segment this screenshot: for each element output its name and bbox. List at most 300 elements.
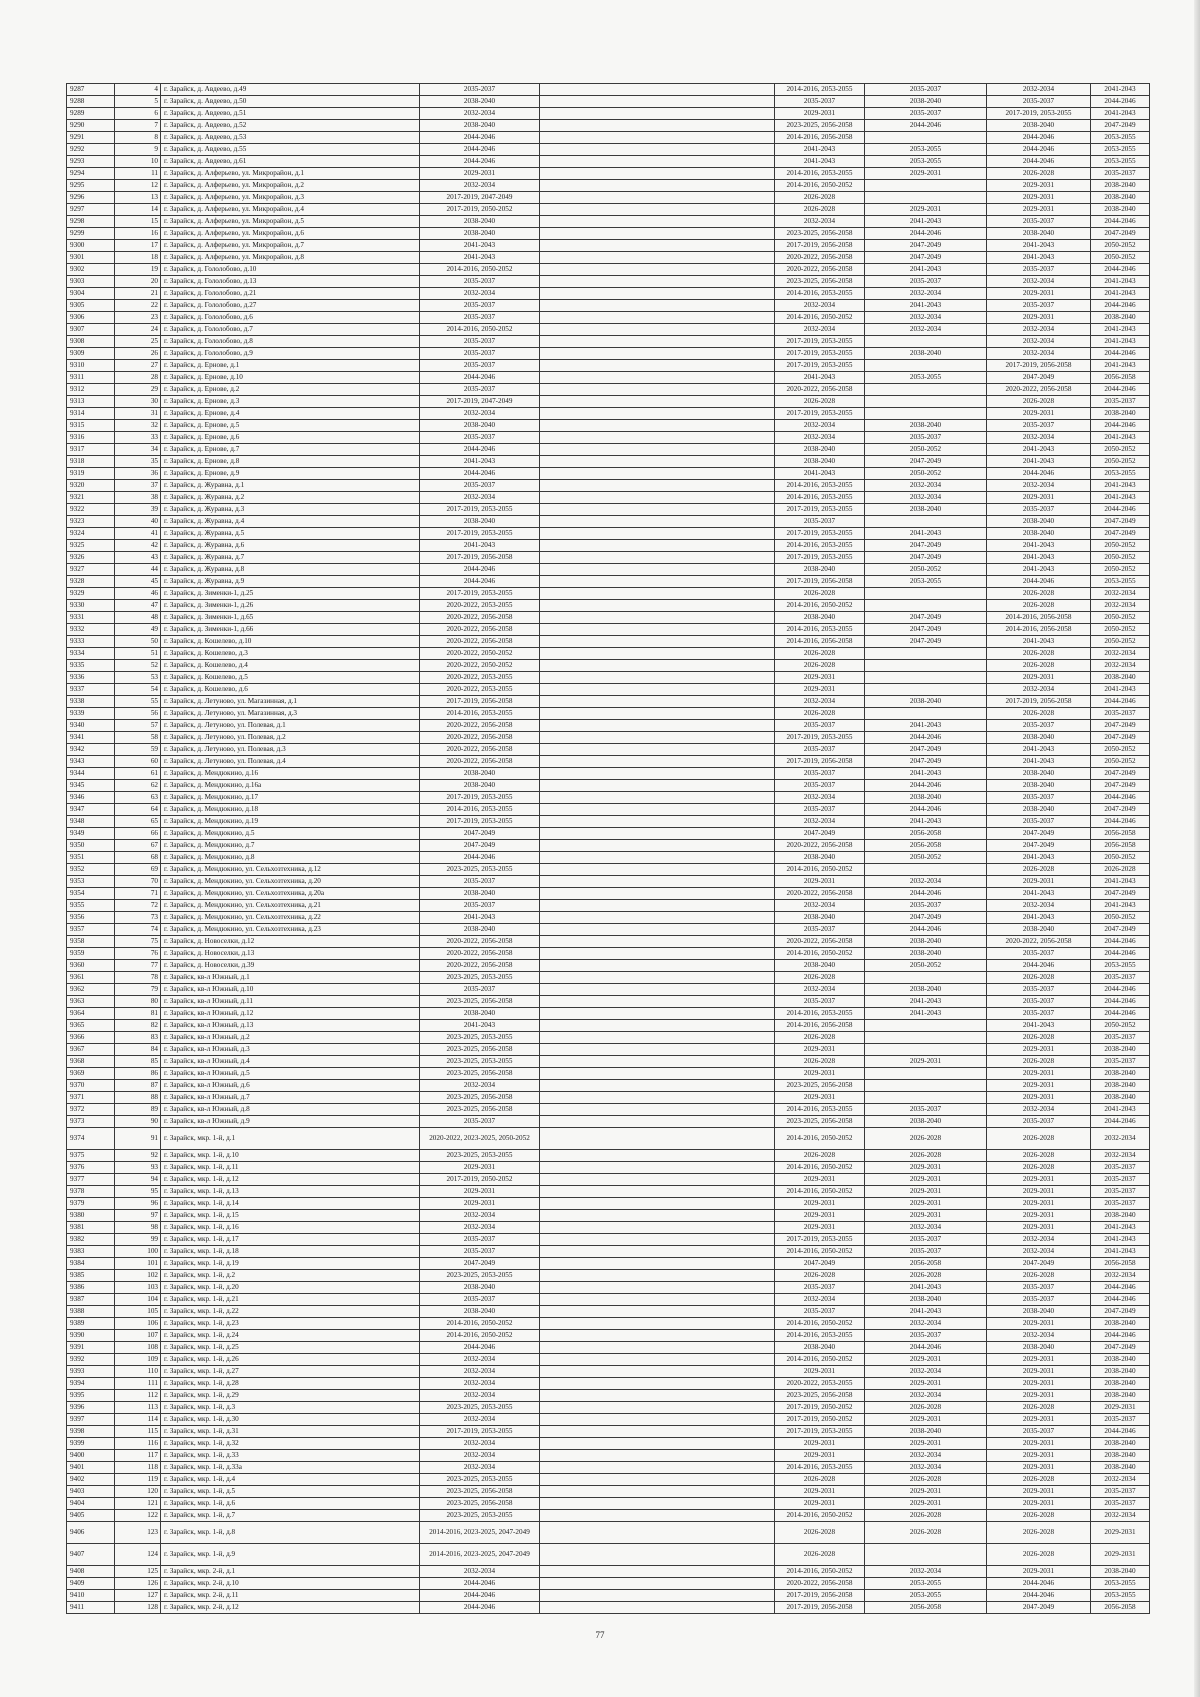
period-cell-6: 2038-2040 xyxy=(1091,1366,1150,1378)
period-cell-6: 2032-2034 xyxy=(1091,588,1150,600)
period-cell-3: 2017-2019, 2056-2058 xyxy=(775,240,865,252)
period-cell-6: 2044-2046 xyxy=(1091,504,1150,516)
row-number-cell: 11 xyxy=(115,168,161,180)
row-number-cell: 58 xyxy=(115,732,161,744)
period-cell-6: 2035-2037 xyxy=(1091,972,1150,984)
row-id-cell: 9385 xyxy=(67,1270,115,1282)
period-cell-4: 2041-2043 xyxy=(865,1282,987,1294)
period-cell-3: 2014-2016, 2050-2052 xyxy=(775,600,865,612)
period-cell-3: 2017-2019, 2053-2055 xyxy=(775,528,865,540)
period-cell-6: 2044-2046 xyxy=(1091,996,1150,1008)
period-cell-6: 2041-2043 xyxy=(1091,492,1150,504)
period-cell-5: 2038-2040 xyxy=(987,804,1091,816)
row-id-cell: 9398 xyxy=(67,1426,115,1438)
period-cell-1: 2035-2037 xyxy=(420,336,540,348)
period-cell-1: 2035-2037 xyxy=(420,84,540,96)
row-number-cell: 77 xyxy=(115,960,161,972)
row-number-cell: 60 xyxy=(115,756,161,768)
address-cell: г. Зарайск, д. Алферьево, ул. Микрорайон, д.5 xyxy=(161,216,420,228)
period-cell-2 xyxy=(540,456,775,468)
period-cell-1: 2032-2034 xyxy=(420,1414,540,1426)
row-id-cell: 9365 xyxy=(67,1020,115,1032)
address-cell: г. Зарайск, д. Гололобово, д.8 xyxy=(161,336,420,348)
period-cell-2 xyxy=(540,984,775,996)
row-number-cell: 128 xyxy=(115,1602,161,1614)
period-cell-2 xyxy=(540,1354,775,1366)
address-cell: г. Зарайск, д. Журавна, д.1 xyxy=(161,480,420,492)
address-cell: г. Зарайск, мкр. 2-й, д.12 xyxy=(161,1602,420,1614)
period-cell-1: 2035-2037 xyxy=(420,312,540,324)
row-number-cell: 92 xyxy=(115,1150,161,1162)
period-cell-3: 2014-2016, 2053-2055 xyxy=(775,288,865,300)
period-cell-3: 2038-2040 xyxy=(775,612,865,624)
row-id-cell: 9337 xyxy=(67,684,115,696)
row-id-cell: 9403 xyxy=(67,1486,115,1498)
period-cell-6: 2050-2052 xyxy=(1091,240,1150,252)
period-cell-5: 2032-2034 xyxy=(987,480,1091,492)
period-cell-3: 2026-2028 xyxy=(775,1032,865,1044)
period-cell-4: 2032-2034 xyxy=(865,1450,987,1462)
period-cell-2 xyxy=(540,588,775,600)
address-cell: г. Зарайск, д. Авдеево, д.61 xyxy=(161,156,420,168)
period-cell-2 xyxy=(540,1566,775,1578)
period-cell-5: 2029-2031 xyxy=(987,1044,1091,1056)
period-cell-5: 2035-2037 xyxy=(987,984,1091,996)
row-number-cell: 42 xyxy=(115,540,161,552)
row-number-cell: 96 xyxy=(115,1198,161,1210)
address-cell: г. Зарайск, д. Зименки-1, д.65 xyxy=(161,612,420,624)
period-cell-6: 2038-2040 xyxy=(1091,1068,1150,1080)
period-cell-4: 2053-2055 xyxy=(865,576,987,588)
period-cell-1: 2047-2049 xyxy=(420,1258,540,1270)
address-cell: г. Зарайск, д. Новоселки, д.12 xyxy=(161,936,420,948)
period-cell-6: 2038-2040 xyxy=(1091,1462,1150,1474)
period-cell-3: 2032-2034 xyxy=(775,300,865,312)
row-number-cell: 39 xyxy=(115,504,161,516)
address-cell: г. Зарайск, мкр. 1-й, д.8 xyxy=(161,1522,420,1544)
period-cell-2 xyxy=(540,1522,775,1544)
period-cell-4: 2050-2052 xyxy=(865,960,987,972)
row-number-cell: 105 xyxy=(115,1306,161,1318)
row-number-cell: 70 xyxy=(115,876,161,888)
period-cell-5: 2038-2040 xyxy=(987,528,1091,540)
address-cell: г. Зарайск, кв-л Южный, д.2 xyxy=(161,1032,420,1044)
table-row xyxy=(67,528,1150,540)
period-cell-3: 2020-2022, 2053-2055 xyxy=(775,1378,865,1390)
table-row xyxy=(67,408,1150,420)
period-cell-3: 2017-2019, 2050-2052 xyxy=(775,1414,865,1426)
period-cell-5: 2026-2028 xyxy=(987,1402,1091,1414)
table-row xyxy=(67,1068,1150,1080)
address-cell: г. Зарайск, д. Алферьево, ул. Микрорайон, д.3 xyxy=(161,192,420,204)
period-cell-5: 2026-2028 xyxy=(987,1544,1091,1566)
period-cell-3: 2023-2025, 2056-2058 xyxy=(775,276,865,288)
table-row xyxy=(67,216,1150,228)
period-cell-6: 2047-2049 xyxy=(1091,1342,1150,1354)
period-cell-2 xyxy=(540,1186,775,1198)
table-row xyxy=(67,468,1150,480)
period-cell-5: 2047-2049 xyxy=(987,372,1091,384)
address-cell: г. Зарайск, д. Ернове, д.5 xyxy=(161,420,420,432)
address-cell: г. Зарайск, д. Летуново, ул. Магазинная, д.1 xyxy=(161,696,420,708)
period-cell-1: 2038-2040 xyxy=(420,96,540,108)
period-cell-4: 2032-2034 xyxy=(865,1566,987,1578)
period-cell-4: 2029-2031 xyxy=(865,1186,987,1198)
period-cell-2 xyxy=(540,1174,775,1186)
row-number-cell: 120 xyxy=(115,1486,161,1498)
table-row xyxy=(67,816,1150,828)
period-cell-6: 2035-2037 xyxy=(1091,1414,1150,1426)
period-cell-5: 2035-2037 xyxy=(987,216,1091,228)
period-cell-3: 2029-2031 xyxy=(775,1438,865,1450)
period-cell-4: 2038-2040 xyxy=(865,420,987,432)
period-cell-5: 2041-2043 xyxy=(987,456,1091,468)
period-cell-2 xyxy=(540,780,775,792)
address-cell: г. Зарайск, д. Ернове, д.2 xyxy=(161,384,420,396)
period-cell-4: 2041-2043 xyxy=(865,816,987,828)
row-id-cell: 9400 xyxy=(67,1450,115,1462)
period-cell-2 xyxy=(540,1602,775,1614)
period-cell-5: 2014-2016, 2056-2058 xyxy=(987,612,1091,624)
row-id-cell: 9346 xyxy=(67,792,115,804)
period-cell-5: 2029-2031 xyxy=(987,1198,1091,1210)
period-cell-5: 2029-2031 xyxy=(987,1318,1091,1330)
row-id-cell: 9381 xyxy=(67,1222,115,1234)
period-cell-4: 2041-2043 xyxy=(865,768,987,780)
period-cell-2 xyxy=(540,1390,775,1402)
period-cell-1: 2023-2025, 2053-2055 xyxy=(420,972,540,984)
address-cell: г. Зарайск, мкр. 1-й, д.21 xyxy=(161,1294,420,1306)
table-row xyxy=(67,1234,1150,1246)
table-row xyxy=(67,912,1150,924)
period-cell-4 xyxy=(865,1044,987,1056)
address-cell: г. Зарайск, д. Авдеево, д.50 xyxy=(161,96,420,108)
period-cell-4 xyxy=(865,972,987,984)
address-cell: г. Зарайск, д. Кошелево, д.10 xyxy=(161,636,420,648)
period-cell-1: 2035-2037 xyxy=(420,360,540,372)
period-cell-1: 2020-2022, 2056-2058 xyxy=(420,624,540,636)
period-cell-1: 2038-2040 xyxy=(420,228,540,240)
period-cell-2 xyxy=(540,672,775,684)
period-cell-6: 2050-2052 xyxy=(1091,756,1150,768)
period-cell-4: 2026-2028 xyxy=(865,1270,987,1282)
row-number-cell: 126 xyxy=(115,1578,161,1590)
address-cell: г. Зарайск, мкр. 1-й, д.29 xyxy=(161,1390,420,1402)
period-cell-3: 2017-2019, 2053-2055 xyxy=(775,552,865,564)
period-cell-3: 2035-2037 xyxy=(775,720,865,732)
period-cell-2 xyxy=(540,1246,775,1258)
period-cell-6: 2038-2040 xyxy=(1091,1438,1150,1450)
address-cell: г. Зарайск, кв-л Южный, д.12 xyxy=(161,1008,420,1020)
period-cell-5: 2026-2028 xyxy=(987,588,1091,600)
row-id-cell: 9324 xyxy=(67,528,115,540)
period-cell-2 xyxy=(540,1270,775,1282)
period-cell-5: 2029-2031 xyxy=(987,492,1091,504)
period-cell-2 xyxy=(540,396,775,408)
address-cell: г. Зарайск, д. Авдеево, д.51 xyxy=(161,108,420,120)
address-cell: г. Зарайск, д. Ернове, д.4 xyxy=(161,408,420,420)
period-cell-1: 2029-2031 xyxy=(420,1198,540,1210)
period-cell-4 xyxy=(865,1032,987,1044)
table-row xyxy=(67,456,1150,468)
row-number-cell: 83 xyxy=(115,1032,161,1044)
period-cell-1: 2047-2049 xyxy=(420,840,540,852)
period-cell-6: 2050-2052 xyxy=(1091,444,1150,456)
period-cell-2 xyxy=(540,1330,775,1342)
row-id-cell: 9301 xyxy=(67,252,115,264)
table-row xyxy=(67,1294,1150,1306)
row-id-cell: 9362 xyxy=(67,984,115,996)
period-cell-4: 2041-2043 xyxy=(865,528,987,540)
period-cell-5: 2038-2040 xyxy=(987,228,1091,240)
table-row xyxy=(67,1354,1150,1366)
period-cell-5: 2029-2031 xyxy=(987,1210,1091,1222)
period-cell-5: 2035-2037 xyxy=(987,1116,1091,1128)
address-cell: г. Зарайск, мкр. 1-й, д.31 xyxy=(161,1426,420,1438)
table-row xyxy=(67,720,1150,732)
row-number-cell: 108 xyxy=(115,1342,161,1354)
period-cell-4: 2056-2058 xyxy=(865,1258,987,1270)
period-cell-1: 2017-2019, 2053-2055 xyxy=(420,792,540,804)
period-cell-6: 2041-2043 xyxy=(1091,900,1150,912)
row-id-cell: 9397 xyxy=(67,1414,115,1426)
address-cell: г. Зарайск, мкр. 1-й, д.25 xyxy=(161,1342,420,1354)
row-number-cell: 121 xyxy=(115,1498,161,1510)
address-cell: г. Зарайск, кв-л Южный, д.13 xyxy=(161,1020,420,1032)
period-cell-3: 2026-2028 xyxy=(775,708,865,720)
period-cell-6: 2041-2043 xyxy=(1091,360,1150,372)
period-cell-1: 2020-2022, 2053-2055 xyxy=(420,684,540,696)
period-cell-5: 2026-2028 xyxy=(987,168,1091,180)
address-cell: г. Зарайск, д. Ернове, д.6 xyxy=(161,432,420,444)
period-cell-3: 2014-2016, 2053-2055 xyxy=(775,1330,865,1342)
table-row xyxy=(67,876,1150,888)
period-cell-4: 2047-2049 xyxy=(865,612,987,624)
row-number-cell: 65 xyxy=(115,816,161,828)
row-id-cell: 9406 xyxy=(67,1522,115,1544)
row-id-cell: 9321 xyxy=(67,492,115,504)
period-cell-2 xyxy=(540,144,775,156)
period-cell-2 xyxy=(540,1068,775,1080)
period-cell-4: 2029-2031 xyxy=(865,1174,987,1186)
table-row xyxy=(67,180,1150,192)
table-row xyxy=(67,1498,1150,1510)
period-cell-5: 2044-2046 xyxy=(987,1578,1091,1590)
table-row xyxy=(67,804,1150,816)
address-cell: г. Зарайск, д. Мендюкино, ул. Сельхозтехника, д.12 xyxy=(161,864,420,876)
period-cell-4: 2050-2052 xyxy=(865,468,987,480)
period-cell-1: 2044-2046 xyxy=(420,156,540,168)
period-cell-6: 2038-2040 xyxy=(1091,1390,1150,1402)
row-number-cell: 33 xyxy=(115,432,161,444)
period-cell-3: 2029-2031 xyxy=(775,1366,865,1378)
period-cell-2 xyxy=(540,1092,775,1104)
period-cell-4: 2038-2040 xyxy=(865,504,987,516)
period-cell-1: 2032-2034 xyxy=(420,1354,540,1366)
period-cell-5: 2020-2022, 2056-2058 xyxy=(987,936,1091,948)
address-cell: г. Зарайск, д. Журавна, д.5 xyxy=(161,528,420,540)
row-id-cell: 9302 xyxy=(67,264,115,276)
period-cell-3: 2047-2049 xyxy=(775,828,865,840)
row-number-cell: 13 xyxy=(115,192,161,204)
table-row xyxy=(67,948,1150,960)
period-cell-1: 2044-2046 xyxy=(420,132,540,144)
period-cell-2 xyxy=(540,516,775,528)
period-cell-3: 2035-2037 xyxy=(775,744,865,756)
period-cell-1: 2032-2034 xyxy=(420,180,540,192)
period-cell-6: 2032-2034 xyxy=(1091,1474,1150,1486)
period-cell-1: 2032-2034 xyxy=(420,288,540,300)
period-cell-2 xyxy=(540,324,775,336)
address-cell: г. Зарайск, мкр. 1-й, д.3 xyxy=(161,1402,420,1414)
row-id-cell: 9374 xyxy=(67,1128,115,1150)
period-cell-6: 2050-2052 xyxy=(1091,252,1150,264)
period-cell-6: 2035-2037 xyxy=(1091,1498,1150,1510)
table-row xyxy=(67,420,1150,432)
period-cell-6: 2035-2037 xyxy=(1091,1486,1150,1498)
table-row xyxy=(67,444,1150,456)
period-cell-5: 2029-2031 xyxy=(987,180,1091,192)
period-cell-2 xyxy=(540,192,775,204)
period-cell-4: 2032-2034 xyxy=(865,1390,987,1402)
period-cell-2 xyxy=(540,252,775,264)
row-number-cell: 56 xyxy=(115,708,161,720)
period-cell-5: 2041-2043 xyxy=(987,888,1091,900)
period-cell-1: 2035-2037 xyxy=(420,480,540,492)
period-cell-4: 2038-2040 xyxy=(865,1294,987,1306)
row-id-cell: 9298 xyxy=(67,216,115,228)
row-id-cell: 9299 xyxy=(67,228,115,240)
table-row xyxy=(67,744,1150,756)
address-cell: г. Зарайск, кв-л Южный, д.4 xyxy=(161,1056,420,1068)
schedule-table xyxy=(66,83,1150,1614)
period-cell-1: 2020-2022, 2056-2058 xyxy=(420,948,540,960)
table-row xyxy=(67,888,1150,900)
row-id-cell: 9332 xyxy=(67,624,115,636)
period-cell-6: 2044-2046 xyxy=(1091,96,1150,108)
period-cell-5: 2026-2028 xyxy=(987,1474,1091,1486)
period-cell-4: 2047-2049 xyxy=(865,636,987,648)
period-cell-6: 2044-2046 xyxy=(1091,216,1150,228)
table-row xyxy=(67,144,1150,156)
row-number-cell: 52 xyxy=(115,660,161,672)
period-cell-5: 2035-2037 xyxy=(987,504,1091,516)
period-cell-3: 2026-2028 xyxy=(775,1150,865,1162)
period-cell-1: 2035-2037 xyxy=(420,876,540,888)
address-cell: г. Зарайск, д. Мендюкино, д.16 xyxy=(161,768,420,780)
period-cell-3: 2041-2043 xyxy=(775,468,865,480)
table-row xyxy=(67,612,1150,624)
period-cell-6: 2053-2055 xyxy=(1091,156,1150,168)
period-cell-2 xyxy=(540,624,775,636)
row-id-cell: 9319 xyxy=(67,468,115,480)
address-cell: г. Зарайск, д. Гололобово, д.27 xyxy=(161,300,420,312)
period-cell-6: 2038-2040 xyxy=(1091,1354,1150,1366)
period-cell-1: 2023-2025, 2053-2055 xyxy=(420,864,540,876)
period-cell-4 xyxy=(865,864,987,876)
period-cell-2 xyxy=(540,852,775,864)
schedule-table-body xyxy=(67,84,1150,1614)
address-cell: г. Зарайск, д. Гололобово, д.6 xyxy=(161,312,420,324)
period-cell-4: 2026-2028 xyxy=(865,1150,987,1162)
row-id-cell: 9394 xyxy=(67,1378,115,1390)
row-id-cell: 9380 xyxy=(67,1210,115,1222)
period-cell-3: 2029-2031 xyxy=(775,672,865,684)
row-number-cell: 43 xyxy=(115,552,161,564)
row-number-cell: 8 xyxy=(115,132,161,144)
period-cell-1: 2020-2022, 2056-2058 xyxy=(420,936,540,948)
period-cell-5: 2029-2031 xyxy=(987,672,1091,684)
period-cell-6: 2041-2043 xyxy=(1091,1246,1150,1258)
row-id-cell: 9305 xyxy=(67,300,115,312)
period-cell-4: 2038-2040 xyxy=(865,96,987,108)
period-cell-3: 2026-2028 xyxy=(775,204,865,216)
table-row xyxy=(67,828,1150,840)
period-cell-6: 2032-2034 xyxy=(1091,1510,1150,1522)
row-number-cell: 102 xyxy=(115,1270,161,1282)
table-row xyxy=(67,300,1150,312)
period-cell-6: 2038-2040 xyxy=(1091,192,1150,204)
period-cell-5: 2026-2028 xyxy=(987,972,1091,984)
period-cell-5: 2029-2031 xyxy=(987,204,1091,216)
period-cell-2 xyxy=(540,1342,775,1354)
table-row xyxy=(67,1186,1150,1198)
table-row xyxy=(67,240,1150,252)
period-cell-6: 2050-2052 xyxy=(1091,852,1150,864)
row-number-cell: 71 xyxy=(115,888,161,900)
period-cell-2 xyxy=(540,744,775,756)
period-cell-2 xyxy=(540,1426,775,1438)
period-cell-5: 2047-2049 xyxy=(987,1602,1091,1614)
table-row xyxy=(67,204,1150,216)
row-number-cell: 64 xyxy=(115,804,161,816)
row-number-cell: 68 xyxy=(115,852,161,864)
address-cell: г. Зарайск, д. Летуново, ул. Полевая, д.2 xyxy=(161,732,420,744)
period-cell-3: 2026-2028 xyxy=(775,1522,865,1544)
table-row xyxy=(67,264,1150,276)
address-cell: г. Зарайск, д. Ернове, д.9 xyxy=(161,468,420,480)
period-cell-5: 2041-2043 xyxy=(987,1020,1091,1032)
period-cell-2 xyxy=(540,1590,775,1602)
period-cell-5: 2038-2040 xyxy=(987,732,1091,744)
row-id-cell: 9408 xyxy=(67,1566,115,1578)
period-cell-4: 2047-2049 xyxy=(865,912,987,924)
row-id-cell: 9358 xyxy=(67,936,115,948)
period-cell-6: 2044-2046 xyxy=(1091,264,1150,276)
period-cell-6: 2053-2055 xyxy=(1091,576,1150,588)
address-cell: г. Зарайск, д. Алферьево, ул. Микрорайон, д.7 xyxy=(161,240,420,252)
address-cell: г. Зарайск, мкр. 1-й, д.33 xyxy=(161,1450,420,1462)
period-cell-5: 2032-2034 xyxy=(987,276,1091,288)
period-cell-6: 2029-2031 xyxy=(1091,1522,1150,1544)
period-cell-3: 2017-2019, 2053-2055 xyxy=(775,360,865,372)
table-row xyxy=(67,972,1150,984)
period-cell-6: 2047-2049 xyxy=(1091,888,1150,900)
period-cell-3: 2038-2040 xyxy=(775,444,865,456)
period-cell-4 xyxy=(865,132,987,144)
row-number-cell: 9 xyxy=(115,144,161,156)
period-cell-6: 2038-2040 xyxy=(1091,180,1150,192)
period-cell-4: 2035-2037 xyxy=(865,1234,987,1246)
period-cell-4 xyxy=(865,360,987,372)
period-cell-2 xyxy=(540,972,775,984)
period-cell-4: 2038-2040 xyxy=(865,348,987,360)
row-id-cell: 9363 xyxy=(67,996,115,1008)
row-number-cell: 47 xyxy=(115,600,161,612)
row-number-cell: 91 xyxy=(115,1128,161,1150)
row-number-cell: 73 xyxy=(115,912,161,924)
period-cell-3: 2029-2031 xyxy=(775,1222,865,1234)
